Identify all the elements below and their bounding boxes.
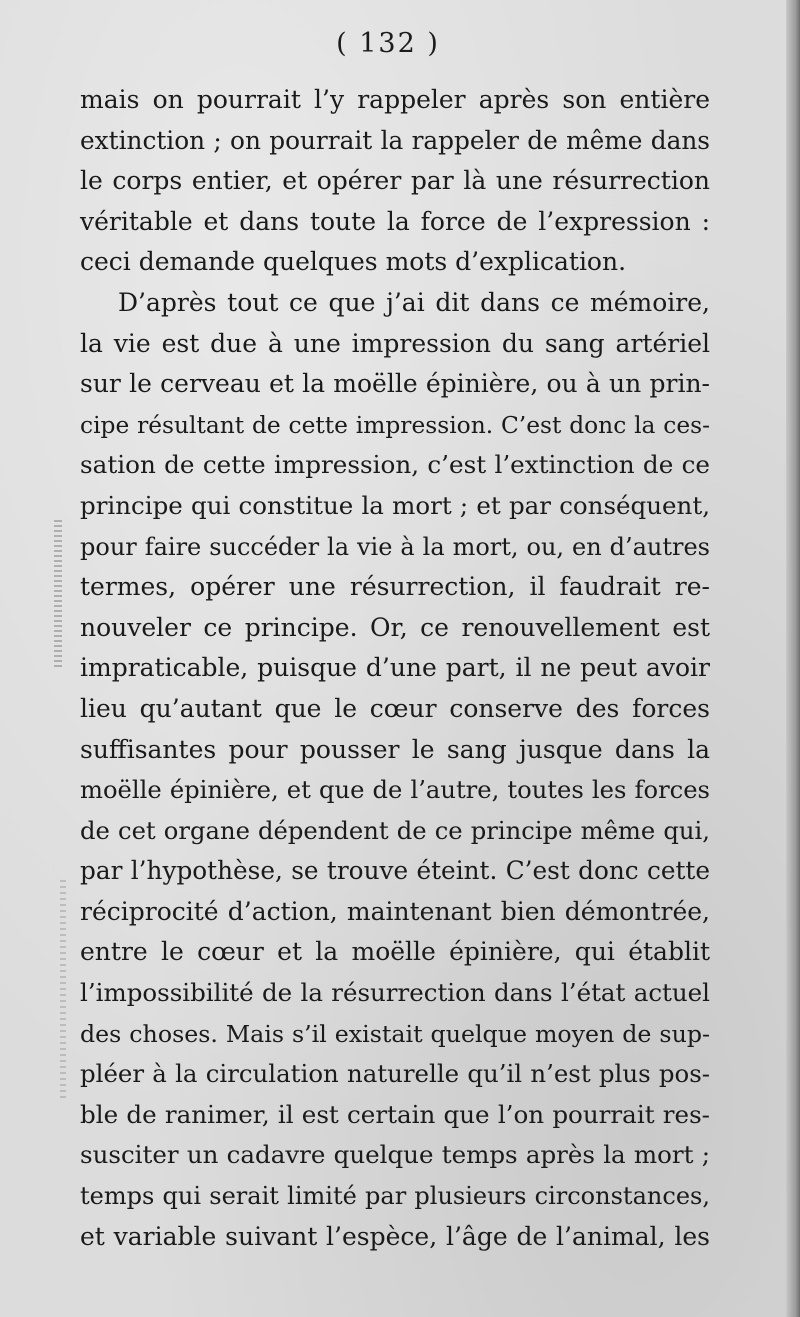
text-line: nouveler ce principe. Or, ce renouvellement est <box>80 612 710 642</box>
text-line: impraticable, puisque d’une part, il ne peut avoir <box>80 653 710 683</box>
text-line: D’après tout ce que j’ai dit dans ce mémoire, <box>118 287 710 317</box>
text-line: le corps entier, et opérer par là une résurrection <box>80 166 710 196</box>
text-line: ble de ranimer, il est certain que l’on pourrait res- <box>80 1099 710 1129</box>
text-line: cipe résultant de cette impression. C’est donc la ces- <box>80 410 710 439</box>
text-line: termes, opérer une résurrection, il faudrait re- <box>80 572 710 602</box>
text-line: suffisantes pour pousser le sang jusque dans la <box>80 734 710 764</box>
margin-pencil-mark <box>60 880 66 1100</box>
paragraph <box>80 80 710 283</box>
text-line: entre le cœur et la moëlle épinière, qui établit <box>80 937 710 967</box>
text-line: mais on pourrait l’y rappeler après son entière <box>80 85 710 114</box>
margin-pencil-mark <box>54 520 62 670</box>
text-line: l’impossibilité de la résurrection dans l’état actuel <box>80 978 710 1008</box>
text-line: sation de cette impression, c’est l’extinction de ce <box>80 450 710 480</box>
text-line: lieu qu’autant que le cœur conserve des forces <box>80 693 710 723</box>
text-line: principe qui constitue la mort ; et par conséquent, <box>80 490 710 520</box>
text-line: moëlle épinière, et que de l’autre, toutes les forces <box>80 776 710 805</box>
text-line: extinction ; on pourrait la rappeler de même dans <box>80 125 710 155</box>
text-line: des choses. Mais s’il existait quelque moyen de sup- <box>80 1019 710 1048</box>
text-line: par l’hypothèse, se trouve éteint. C’est donc cette <box>80 856 710 886</box>
paragraph <box>80 283 710 1257</box>
text-line: pléer à la circulation naturelle qu’il n’est plus pos- <box>80 1059 710 1089</box>
text-line: temps qui serait limité par plusieurs circonstances, <box>80 1182 710 1211</box>
body-text <box>80 80 710 1257</box>
text-line: la vie est due à une impression du sang artériel <box>80 328 710 358</box>
text-line: pour faire succéder la vie à la mort, ou, en d’autres <box>80 532 710 561</box>
text-line: sur le cerveau et la moëlle épinière, ou à un prin- <box>80 369 710 399</box>
text-line: de cet organe dépendent de ce principe même qui, <box>80 815 710 845</box>
text-line: et variable suivant l’espèce, l’âge de l’animal, les <box>80 1221 710 1251</box>
text-line: véritable et dans toute la force de l’expression : <box>80 206 710 236</box>
text-line: réciprocité d’action, maintenant bien démontrée, <box>80 896 710 926</box>
text-line: ceci demande quelques mots d’explication. <box>80 247 627 277</box>
page-edge-shadow <box>786 0 800 1317</box>
text-line: susciter un cadavre quelque temps après la mort ; <box>80 1140 710 1170</box>
page-number: ( 132 ) <box>336 28 440 59</box>
